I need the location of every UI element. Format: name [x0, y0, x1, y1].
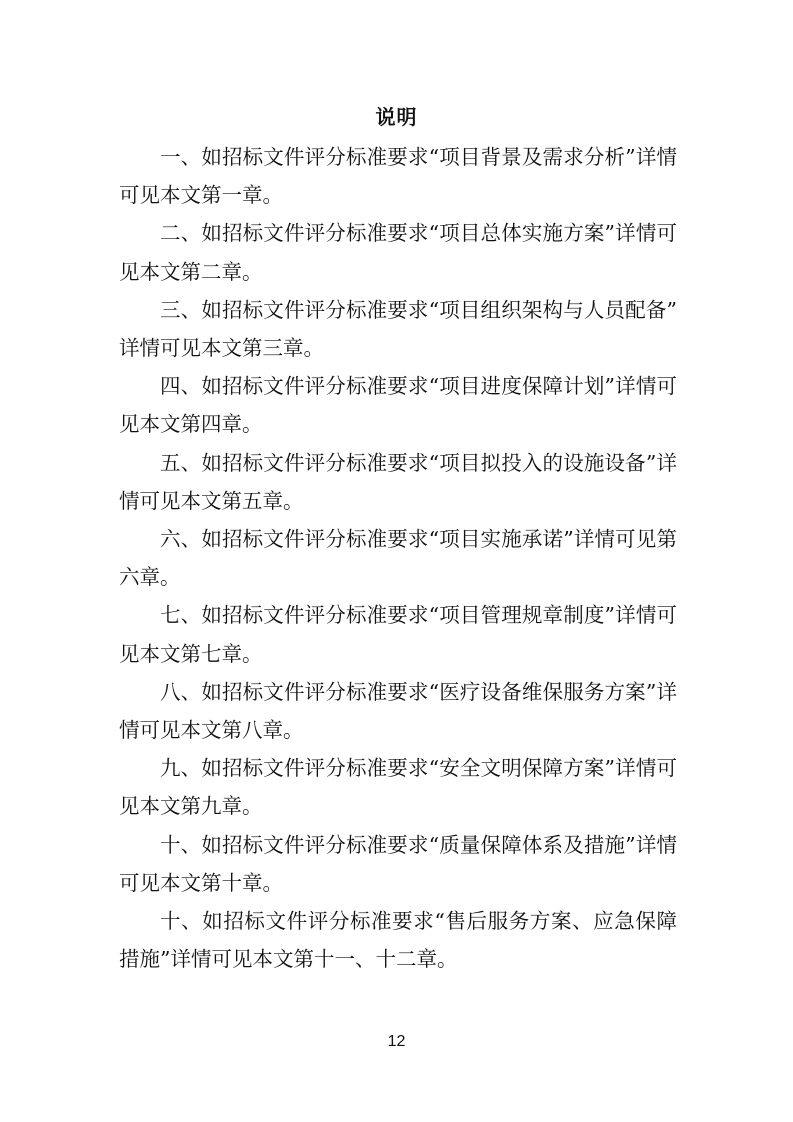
paragraph-8: 八、如招标文件评分标准要求“医疗设备维保服务方案”详情可见本文第八章。	[119, 679, 677, 743]
paragraph-2: 二、如招标文件评分标准要求“项目总体实施方案”详情可见本文第二章。	[119, 221, 677, 284]
document-body	[119, 138, 677, 978]
paragraph-11: 十、如招标文件评分标准要求“售后服务方案、应急保障措施”详情可见本文第十一、十二章。	[119, 909, 677, 972]
page-number: 12	[387, 1033, 406, 1050]
paragraph-5: 五、如招标文件评分标准要求“项目拟投入的设施设备”详情可见本文第五章。	[119, 450, 677, 513]
page-title: 说明	[375, 105, 418, 129]
paragraph-4: 四、如招标文件评分标准要求“项目进度保障计划”详情可见本文第四章。	[119, 374, 677, 437]
paragraph-1: 一、如招标文件评分标准要求“项目背景及需求分析”详情可见本文第一章。	[119, 145, 677, 208]
paragraph-9: 九、如招标文件评分标准要求“安全文明保障方案”详情可见本文第九章。	[119, 756, 677, 819]
paragraph-10: 十、如招标文件评分标准要求“质量保障体系及措施”详情可见本文第十章。	[119, 832, 677, 895]
paragraph-3: 三、如招标文件评分标准要求“项目组织架构与人员配备”详情可见本文第三章。	[119, 297, 677, 361]
paragraph-6: 六、如招标文件评分标准要求“项目实施承诺”详情可见第六章。	[119, 527, 677, 590]
paragraph-7: 七、如招标文件评分标准要求“项目管理规章制度”详情可见本文第七章。	[119, 603, 677, 666]
